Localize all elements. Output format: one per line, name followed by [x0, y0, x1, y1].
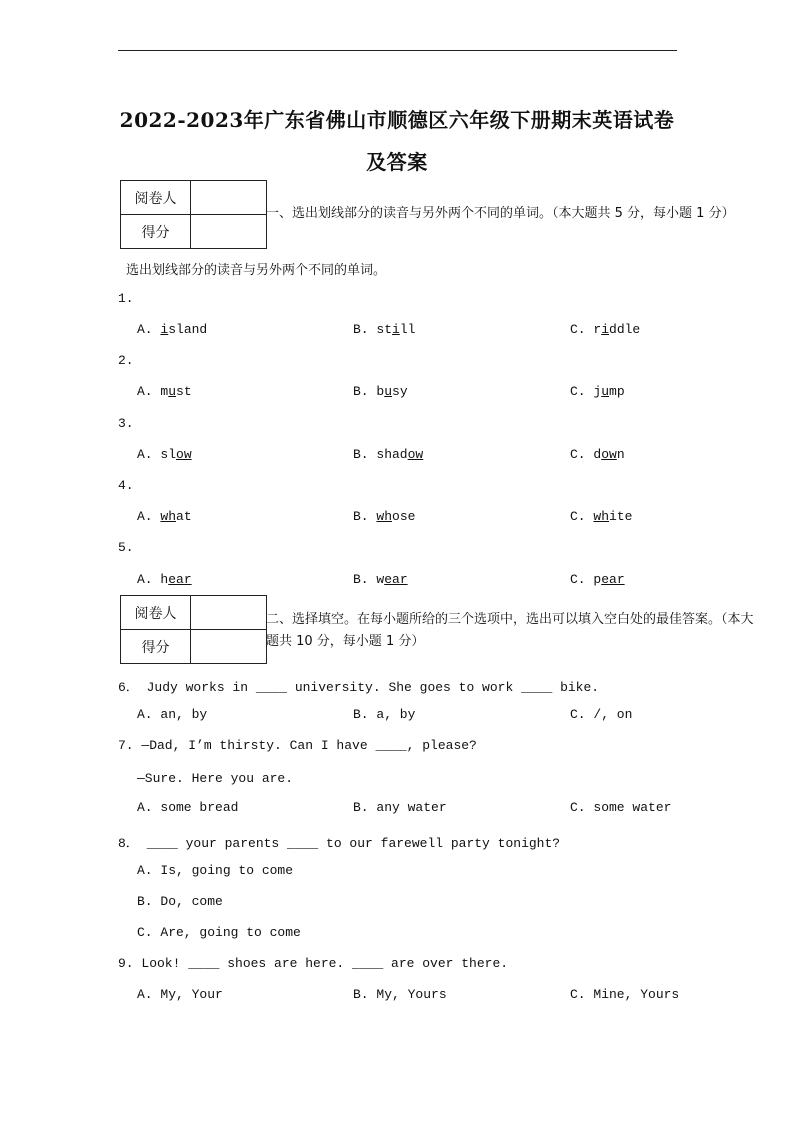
section1-instruction: 选出划线部分的读音与另外两个不同的单词。 — [126, 263, 387, 278]
score-field[interactable] — [191, 630, 267, 664]
exam-title-continued: 及答案 — [366, 150, 428, 174]
question-number: 4. — [118, 478, 134, 493]
option-c[interactable]: C. pear — [570, 572, 625, 587]
option-b[interactable]: B. whose — [353, 509, 416, 524]
option-b[interactable]: B. My, Yours — [353, 987, 447, 1002]
option-b[interactable]: B. wear — [353, 572, 408, 587]
option-a[interactable]: A. some bread — [137, 800, 239, 815]
option-a[interactable]: A. hear — [137, 572, 192, 587]
option-c[interactable]: C. Mine, Yours — [570, 987, 680, 1002]
question-stem: 8． ____ your parents ____ to our farewell party tonight? — [118, 836, 561, 851]
section2-heading: 二、选择填空。在每小题所给的三个选项中，选出可以填入空白处的最佳答案。（本大 — [266, 612, 754, 627]
question-number: 3. — [118, 416, 134, 431]
question-number: 5. — [118, 540, 134, 555]
score-box-section2 — [120, 595, 267, 664]
option-b[interactable]: B. any water — [353, 800, 447, 815]
option-c[interactable]: C. some water — [570, 800, 672, 815]
section2-heading-continued: 题共 10 分，每小题 1 分） — [266, 634, 425, 649]
option-b[interactable]: B. a, by — [353, 707, 416, 722]
option-b[interactable]: B. still — [353, 322, 416, 337]
exam-title: 2022-2023年广东省佛山市顺德区六年级下册期末英语试卷 — [119, 108, 675, 132]
option-b[interactable]: B. shadow — [353, 447, 424, 462]
score-label: 得分 — [121, 630, 191, 664]
score-label: 得分 — [121, 215, 191, 249]
reviewer-label: 阅卷人 — [121, 596, 191, 630]
question-stem: 9. Look! ____ shoes are here. ____ are over there. — [118, 956, 509, 971]
option-b[interactable]: B. busy — [353, 384, 408, 399]
option-c[interactable]: C. white — [570, 509, 633, 524]
reviewer-field[interactable] — [191, 596, 267, 630]
option-b[interactable]: B. Do, come — [137, 894, 223, 909]
option-a[interactable]: A. slow — [137, 447, 192, 462]
option-a[interactable]: A. what — [137, 509, 192, 524]
score-field[interactable] — [191, 215, 267, 249]
option-a[interactable]: A. My, Your — [137, 987, 223, 1002]
option-c[interactable]: C. Are, going to come — [137, 925, 301, 940]
question-number: 1. — [118, 291, 134, 306]
dialogue-reply: —Sure. Here you are. — [137, 771, 294, 786]
question-number: 2. — [118, 353, 134, 368]
option-c[interactable]: C. jump — [570, 384, 625, 399]
reviewer-field[interactable] — [191, 181, 267, 215]
header-rule — [118, 50, 677, 51]
question-stem: 6． Judy works in ____ university. She goes to work ____ bike. — [118, 680, 600, 695]
option-c[interactable]: C. down — [570, 447, 625, 462]
option-c[interactable]: C. riddle — [570, 322, 641, 337]
option-c[interactable]: C. /, on — [570, 707, 633, 722]
option-a[interactable]: A. must — [137, 384, 192, 399]
section1-heading: 一、选出划线部分的读音与另外两个不同的单词。（本大题共 5 分，每小题 1 分） — [266, 206, 735, 221]
score-box-section1 — [120, 180, 267, 249]
reviewer-label: 阅卷人 — [121, 181, 191, 215]
option-a[interactable]: A. an, by — [137, 707, 208, 722]
option-a[interactable]: A. Is, going to come — [137, 863, 294, 878]
question-stem: 7. —Dad, I’m thirsty. Can I have ____, please? — [118, 738, 477, 753]
option-a[interactable]: A. island — [137, 322, 208, 337]
